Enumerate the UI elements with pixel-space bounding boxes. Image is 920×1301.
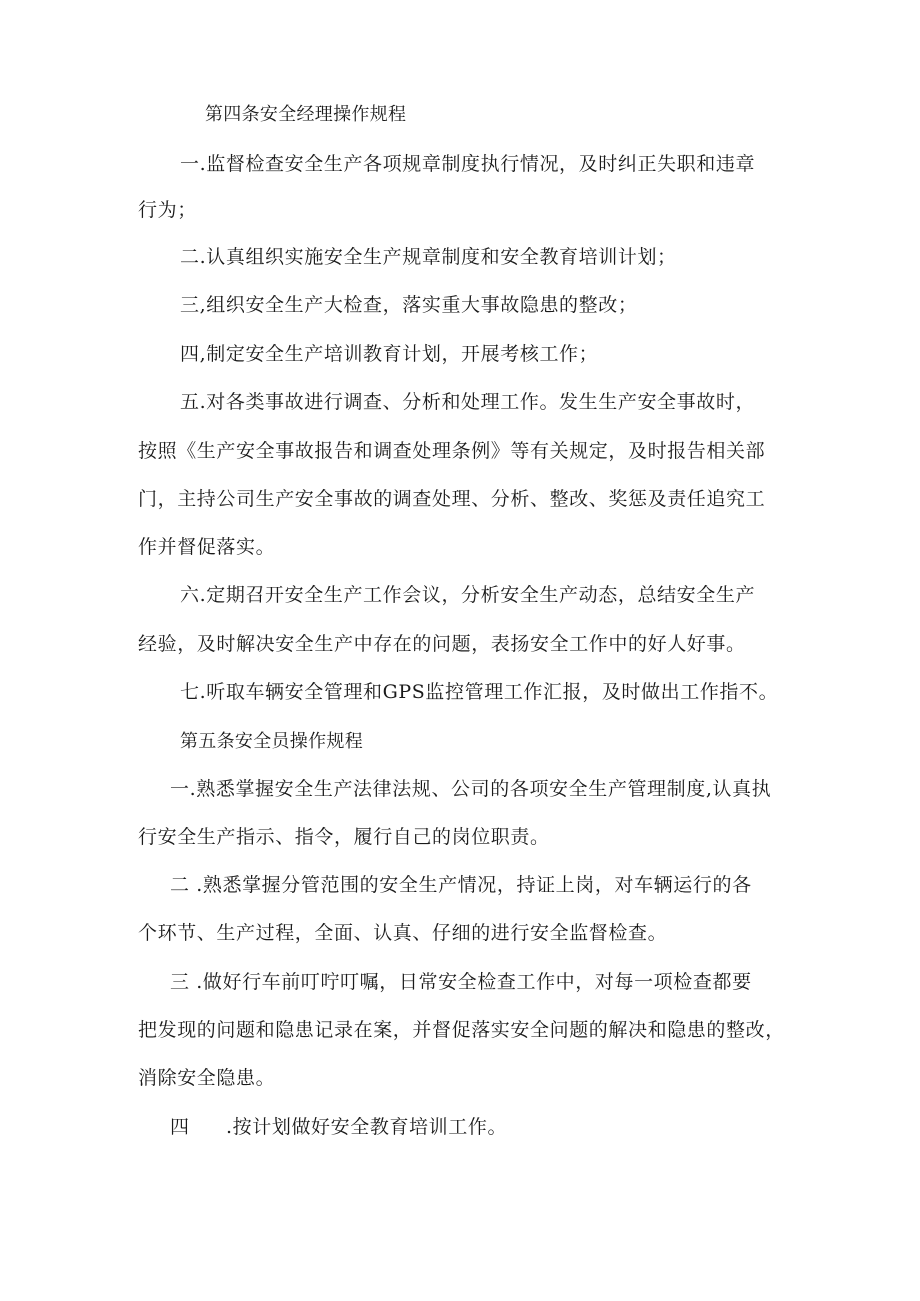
section5-item2-line1: 二 .熟悉掌握分管范围的安全生产情况，持证上岗，对车辆运行的各 bbox=[170, 874, 752, 896]
section4-item7: 七.听取车辆安全管理和GPS监控管理工作汇报，及时做出工作指不。 bbox=[180, 681, 779, 703]
section4-item5-line1: 五.对各类事故进行调查、分析和处理工作。发生生产安全事故时， bbox=[180, 391, 756, 413]
section5-item4-number: 四 bbox=[170, 1116, 190, 1138]
section5-item4-text: .按计划做好安全教育培训工作。 bbox=[226, 1116, 508, 1138]
section4-item1-line2: 行为； bbox=[138, 199, 197, 221]
section4-title: 第四条安全经理操作规程 bbox=[205, 104, 407, 125]
section4-item1-line1: 一.监督检查安全生产各项规章制度执行情况，及时纠正失职和违章 bbox=[180, 153, 756, 175]
section4-item3: 三,组织安全生产大检查，落实重大事故隐患的整改； bbox=[180, 294, 638, 316]
section5-item3-line2: 把发现的问题和隐患记录在案，并督促落实安全问题的解决和隐患的整改， bbox=[138, 1019, 785, 1041]
section4-item5-line3: 门，主持公司生产安全事故的调查处理、分析、整改、奖惩及责任追究工 bbox=[138, 488, 766, 510]
section5-title: 第五条安全员操作规程 bbox=[180, 731, 363, 752]
section4-item6-line2: 经验，及时解决安全生产中存在的问题，表扬安全工作中的好人好事。 bbox=[138, 633, 746, 655]
section4-item6-line1: 六.定期召开安全生产工作会议，分析安全生产动态，总结安全生产 bbox=[180, 584, 756, 606]
section4-item2: 二.认真组织实施安全生产规章制度和安全教育培训计划； bbox=[180, 246, 677, 268]
section5-item2-line2: 个环节、生产过程，全面、认真、仔细的进行安全监督检查。 bbox=[138, 922, 668, 944]
section4-item5-line4: 作并督促落实。 bbox=[138, 536, 276, 558]
section5-item3-line3: 消除安全隐患。 bbox=[138, 1067, 276, 1089]
section4-item4: 四,制定安全生产培训教育计划，开展考核工作； bbox=[180, 343, 599, 365]
section5-item3-line1: 三 .做好行车前叮咛叮嘱，日常安全检查工作中，对每一项检查都要 bbox=[170, 971, 752, 993]
section5-item1-line1: 一.熟悉掌握安全生产法律法规、公司的各项安全生产管理制度,认真执 bbox=[170, 778, 772, 800]
section5-item1-line2: 行安全生产指示、指令，履行自己的岗位职责。 bbox=[138, 826, 550, 848]
section4-item5-line2: 按照《生产安全事故报告和调查处理条例》等有关规定，及时报告相关部 bbox=[138, 440, 766, 462]
